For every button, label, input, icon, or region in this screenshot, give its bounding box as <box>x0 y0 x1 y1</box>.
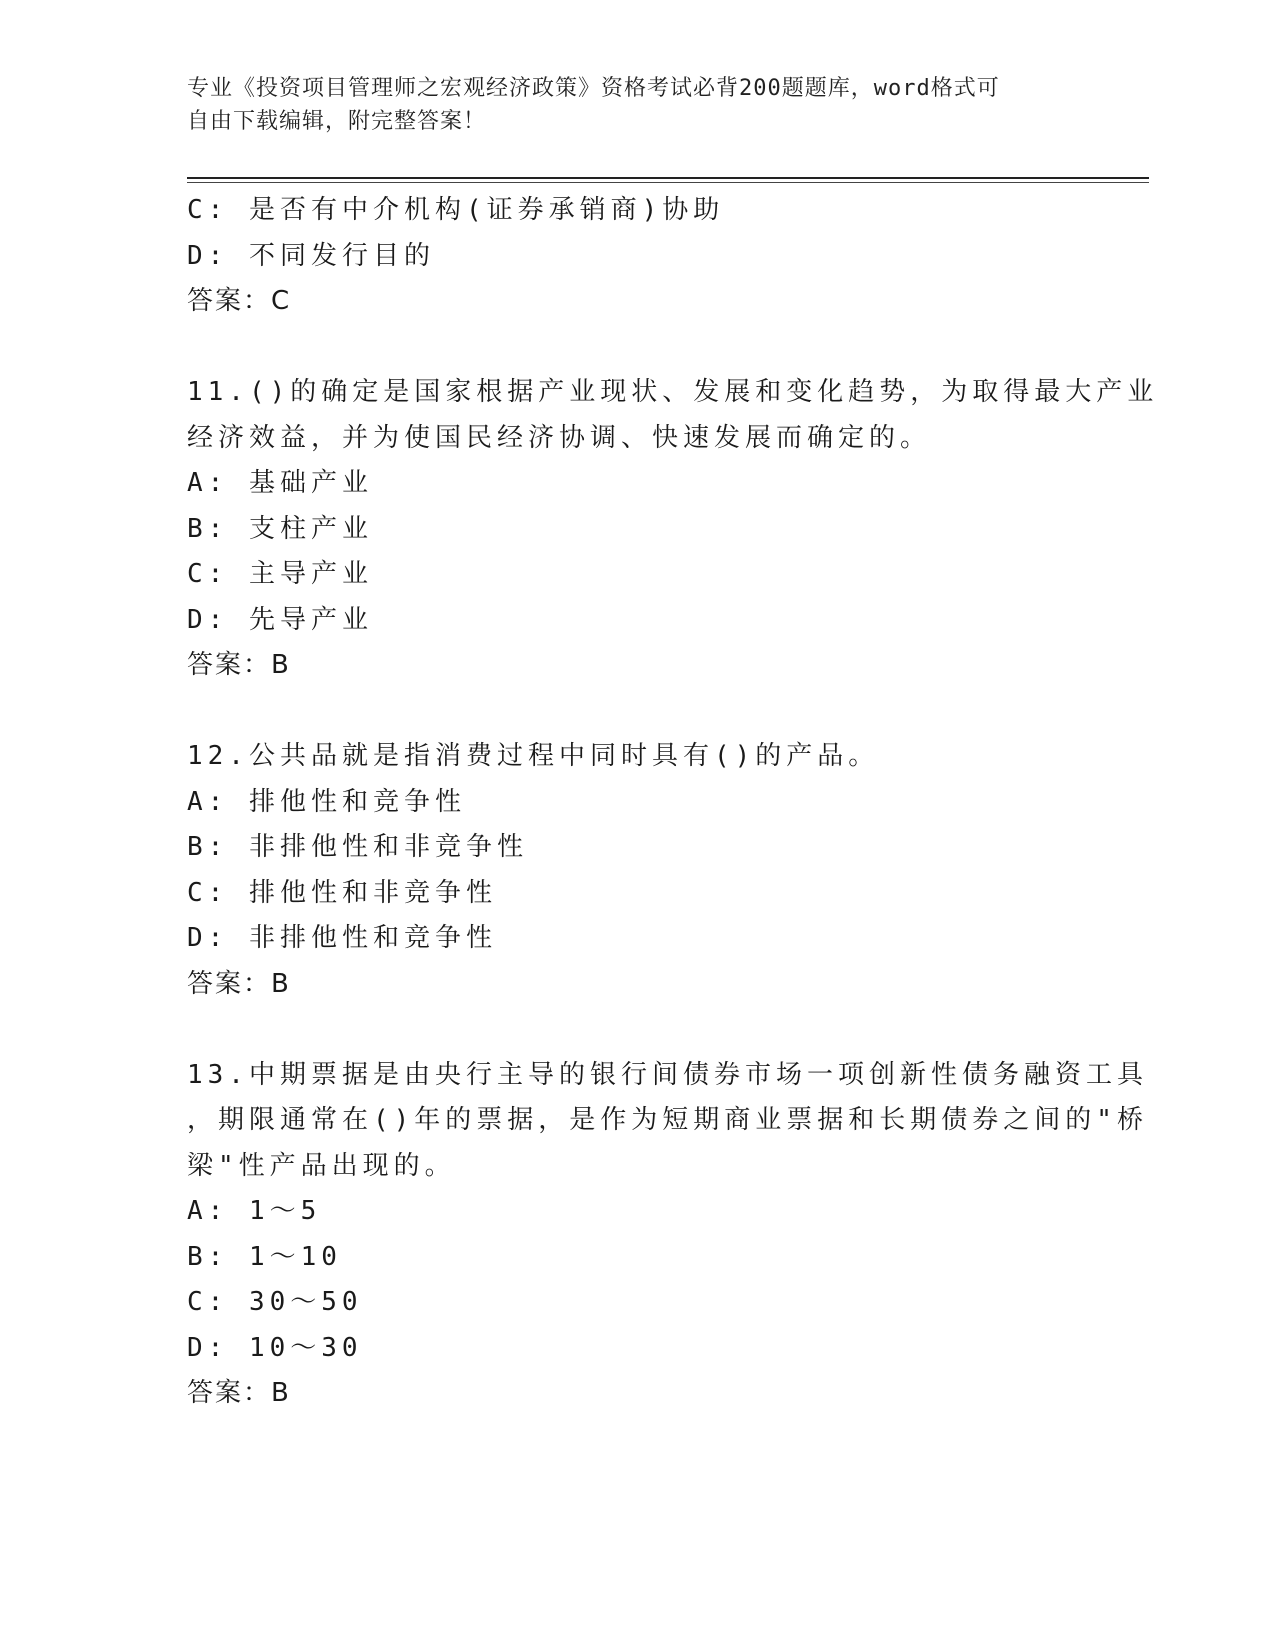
option-b: B: 支柱产业 <box>187 513 373 544</box>
option-c: C: 是否有中介机构(证券承销商)协助 <box>187 195 725 225</box>
answer-line: 答案：B <box>187 650 291 680</box>
option-a: A: 1～5 <box>187 1196 322 1226</box>
option-a: A: 排他性和竞争性 <box>187 786 466 817</box>
option-d: D: 不同发行目的 <box>187 240 435 271</box>
option-a: A: 基础产业 <box>187 468 373 498</box>
spacer <box>187 1007 1087 1053</box>
option-d: D: 非排他性和竞争性 <box>187 923 497 953</box>
question-text-line: 11.()的确定是国家根据产业现状、发展和变化趋势，为取得最大产业 <box>187 377 1159 407</box>
question-11 <box>187 370 1159 689</box>
header-line-2: 自由下载编辑，附完整答案！ <box>187 109 487 134</box>
document-header <box>187 72 1067 138</box>
answer-line: 答案：B <box>187 968 291 999</box>
option-d: D: 先导产业 <box>187 604 373 635</box>
option-c: C: 30～50 <box>187 1287 363 1317</box>
question-text-line: 12.公共品就是指消费过程中同时具有()的产品。 <box>187 741 880 771</box>
option-c: C: 主导产业 <box>187 559 373 589</box>
previous-question-tail <box>187 188 1087 325</box>
header-divider-thick <box>187 177 1149 179</box>
question-13 <box>187 1053 1148 1417</box>
spacer <box>187 689 1087 735</box>
question-12 <box>187 734 1087 1007</box>
option-b: B: 非排他性和非竞争性 <box>187 832 528 862</box>
question-text-line: 经济效益，并为使国民经济协调、快速发展而确定的。 <box>187 422 932 453</box>
option-b: B: 1～10 <box>187 1241 342 1272</box>
header-divider-thin <box>187 182 1149 183</box>
option-c: C: 排他性和非竞争性 <box>187 877 497 908</box>
question-text-line: ，期限通常在()年的票据，是作为短期商业票据和长期债券之间的"桥 <box>187 1105 1148 1135</box>
option-d: D: 10～30 <box>187 1332 363 1363</box>
answer-line: 答案：B <box>187 1378 291 1408</box>
question-text-line: 梁"性产品出现的。 <box>187 1150 456 1181</box>
question-text-line: 13.中期票据是由央行主导的银行间债券市场一项创新性债务融资工具 <box>187 1059 1148 1090</box>
header-line-1: 专业《投资项目管理师之宏观经济政策》资格考试必背200题题库，word格式可 <box>187 76 1000 101</box>
question-list <box>187 188 1159 1417</box>
answer-line: 答案：C <box>187 286 292 316</box>
spacer <box>187 325 1087 371</box>
